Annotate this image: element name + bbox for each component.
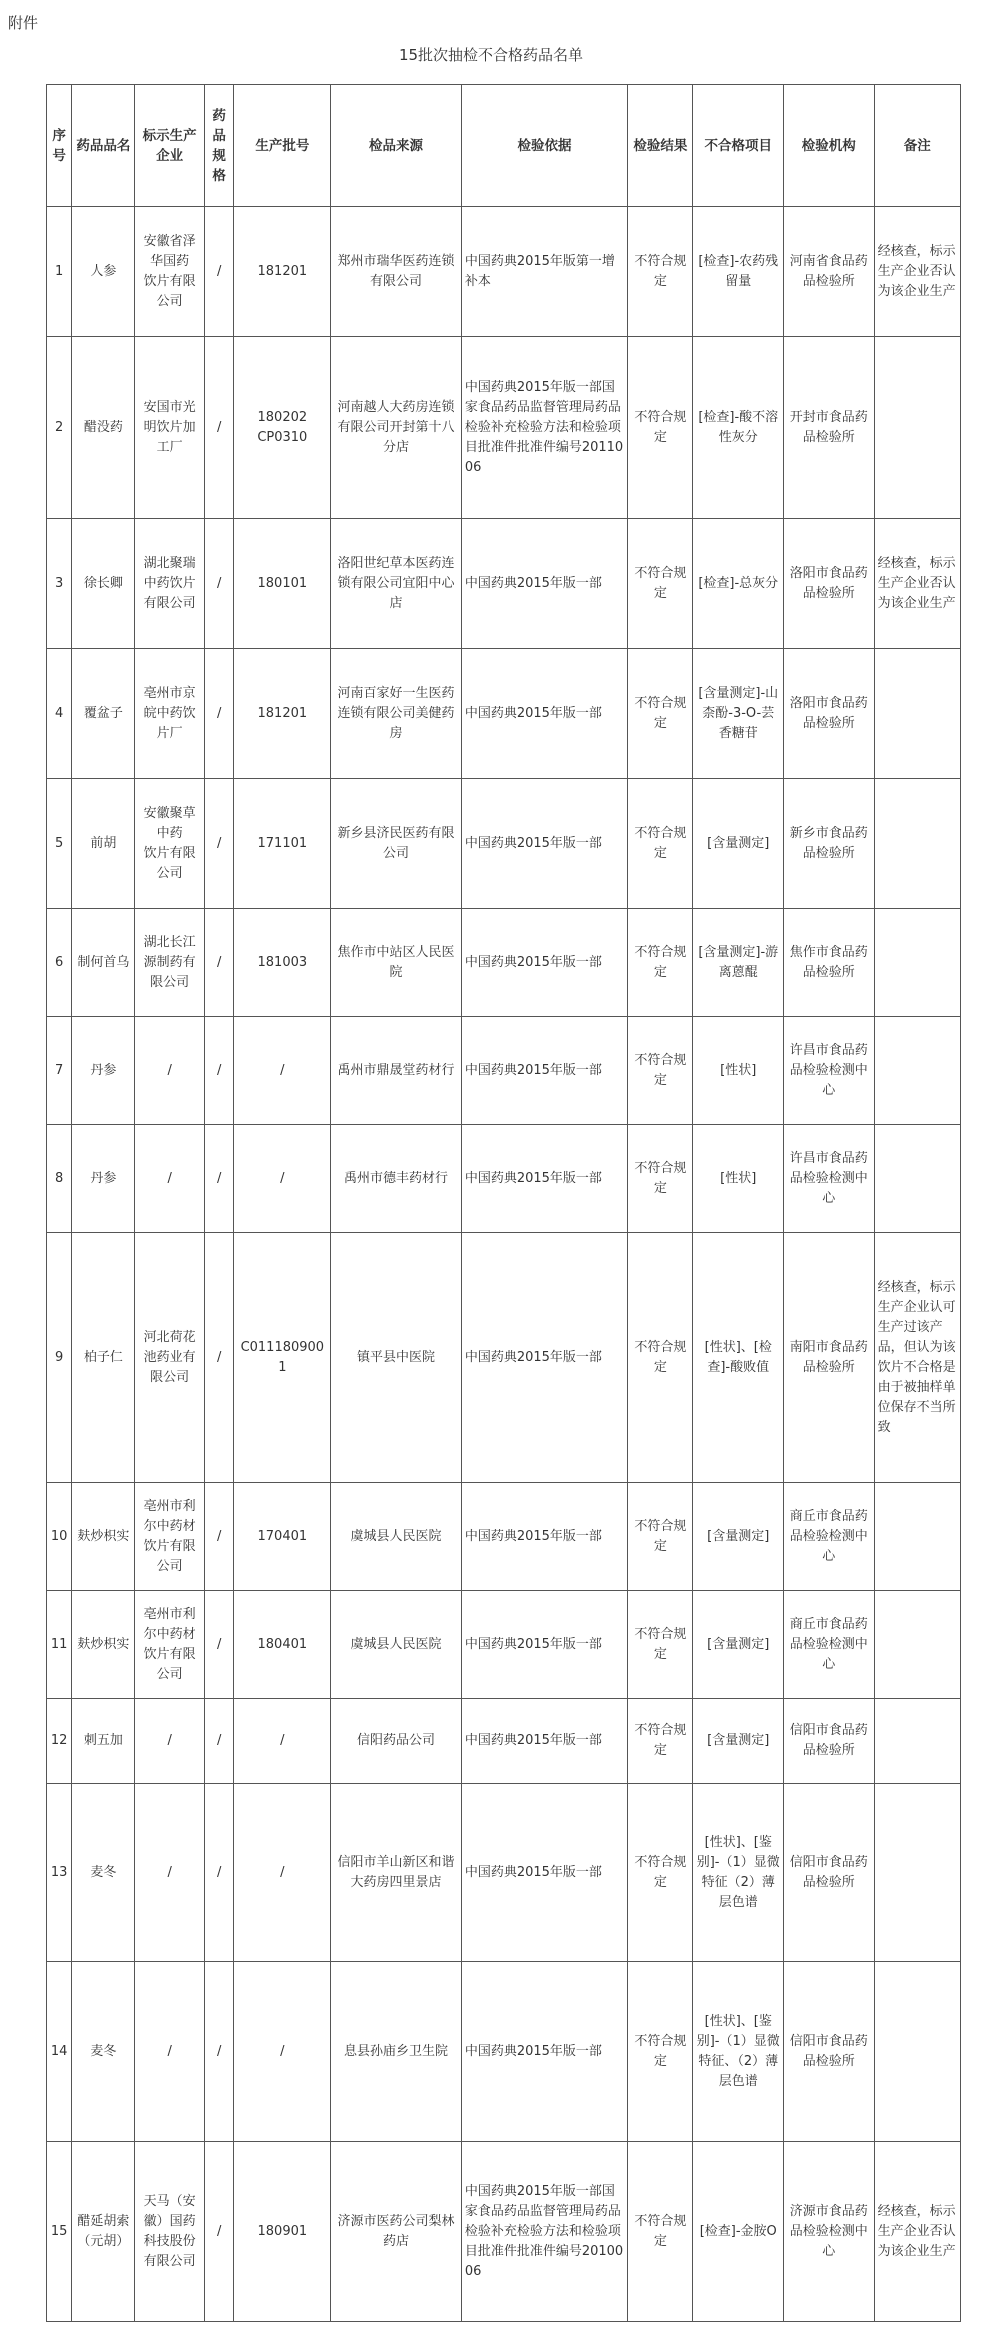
table-cell: 新乡市食品药品检验所 bbox=[784, 779, 875, 909]
header-cell: 生产批号 bbox=[234, 85, 331, 207]
table-cell: 中国药典2015年版一部 bbox=[461, 1233, 627, 1483]
table-cell: [检查]-农药残留量 bbox=[693, 207, 784, 337]
table-cell: 济源市医药公司梨林药店 bbox=[331, 2142, 462, 2322]
attachment-label: 附件 bbox=[8, 14, 39, 32]
table-cell: 不符合规定 bbox=[628, 1125, 693, 1233]
table-cell: 河南省食品药品检验所 bbox=[784, 207, 875, 337]
table-cell: / bbox=[234, 1699, 331, 1784]
table-cell: 焦作市食品药品检验所 bbox=[784, 909, 875, 1017]
table-cell: 180401 bbox=[234, 1591, 331, 1699]
header-cell: 检验结果 bbox=[628, 85, 693, 207]
table-cell: 不符合规定 bbox=[628, 1699, 693, 1784]
table-cell: 制何首乌 bbox=[72, 909, 135, 1017]
table-cell: 信阳药品公司 bbox=[331, 1699, 462, 1784]
header-cell: 标示生产企业 bbox=[135, 85, 204, 207]
table-cell: / bbox=[234, 1017, 331, 1125]
table-cell: 安徽聚草中药 饮片有限公司 bbox=[135, 779, 204, 909]
table-cell: 中国药典2015年版一部 bbox=[461, 909, 627, 1017]
table-cell bbox=[874, 1483, 960, 1591]
table-cell: 不符合规定 bbox=[628, 1784, 693, 1962]
table-cell: [含量测定] bbox=[693, 779, 784, 909]
table-cell: 许昌市食品药品检验检测中心 bbox=[784, 1017, 875, 1125]
header-cell: 药品品名 bbox=[72, 85, 135, 207]
table-row bbox=[47, 1233, 961, 1483]
table-cell: 亳州市京皖中药饮片厂 bbox=[135, 649, 204, 779]
table-cell: [性状] bbox=[693, 1017, 784, 1125]
table-cell: 中国药典2015年版一部 bbox=[461, 1125, 627, 1233]
table-cell: 醋延胡索（元胡） bbox=[72, 2142, 135, 2322]
table-cell: 中国药典2015年版第一增补本 bbox=[461, 207, 627, 337]
table-cell: [性状]、[鉴别]-（1）显微特征、（2）薄层色谱 bbox=[693, 1962, 784, 2142]
table-row bbox=[47, 1017, 961, 1125]
table-cell: 麸炒枳实 bbox=[72, 1591, 135, 1699]
failed-drugs-table bbox=[46, 84, 961, 2322]
table-cell bbox=[874, 1125, 960, 1233]
table-cell: 商丘市食品药品检验检测中心 bbox=[784, 1591, 875, 1699]
table-cell: 河北荷花池药业有限公司 bbox=[135, 1233, 204, 1483]
table-cell: 不符合规定 bbox=[628, 1483, 693, 1591]
table-cell: 信阳市食品药品检验所 bbox=[784, 1962, 875, 2142]
table-cell: 不符合规定 bbox=[628, 207, 693, 337]
table-row bbox=[47, 207, 961, 337]
table-cell: [含量测定]-山柰酚-3-O-芸香糖苷 bbox=[693, 649, 784, 779]
table-cell: 中国药典2015年版一部 bbox=[461, 1962, 627, 2142]
table-cell: 不符合规定 bbox=[628, 649, 693, 779]
header-cell: 不合格项目 bbox=[693, 85, 784, 207]
table-cell: [检查]-总灰分 bbox=[693, 519, 784, 649]
table-cell: 徐长卿 bbox=[72, 519, 135, 649]
table-cell: 商丘市食品药品检验检测中心 bbox=[784, 1483, 875, 1591]
table-cell: / bbox=[135, 1699, 204, 1784]
header-cell: 检验依据 bbox=[461, 85, 627, 207]
table-cell: 不符合规定 bbox=[628, 779, 693, 909]
table-cell: 南阳市食品药品检验所 bbox=[784, 1233, 875, 1483]
table-cell: / bbox=[234, 1784, 331, 1962]
table-cell: 中国药典2015年版一部 bbox=[461, 519, 627, 649]
table-cell: 柏子仁 bbox=[72, 1233, 135, 1483]
table-cell: / bbox=[135, 1962, 204, 2142]
table-cell: 开封市食品药品检验所 bbox=[784, 337, 875, 519]
table-cell: 14 bbox=[47, 1962, 72, 2142]
table-cell: 经核查，标示生产企业认可生产过该产品，但认为该饮片不合格是由于被抽样单位保存不当所致 bbox=[874, 1233, 960, 1483]
table-cell: 11 bbox=[47, 1591, 72, 1699]
table-cell: 不符合规定 bbox=[628, 1591, 693, 1699]
table-cell: 虞城县人民医院 bbox=[331, 1483, 462, 1591]
table-cell: 刺五加 bbox=[72, 1699, 135, 1784]
table-cell: 中国药典2015年版一部 bbox=[461, 649, 627, 779]
table-cell bbox=[874, 779, 960, 909]
table-row bbox=[47, 1962, 961, 2142]
table-row bbox=[47, 337, 961, 519]
table-cell: 安国市光明饮片加工厂 bbox=[135, 337, 204, 519]
header-cell: 序号 bbox=[47, 85, 72, 207]
table-cell: 河南越人大药房连锁有限公司开封第十八分店 bbox=[331, 337, 462, 519]
table-cell: / bbox=[204, 1699, 233, 1784]
table-cell: 亳州市利尔中药材饮片有限公司 bbox=[135, 1591, 204, 1699]
table-cell: [性状]、[检查]-酸败值 bbox=[693, 1233, 784, 1483]
table-cell: 170401 bbox=[234, 1483, 331, 1591]
table-cell: 镇平县中医院 bbox=[331, 1233, 462, 1483]
table-cell: 181201 bbox=[234, 649, 331, 779]
table-cell: 6 bbox=[47, 909, 72, 1017]
table-row bbox=[47, 1483, 961, 1591]
table-cell: 安徽省泽华国药 饮片有限公司 bbox=[135, 207, 204, 337]
header-cell: 检品来源 bbox=[331, 85, 462, 207]
table-row bbox=[47, 909, 961, 1017]
table-cell: 许昌市食品药品检验检测中心 bbox=[784, 1125, 875, 1233]
table-cell: 7 bbox=[47, 1017, 72, 1125]
table-cell: 信阳市食品药品检验所 bbox=[784, 1699, 875, 1784]
table-cell: 丹参 bbox=[72, 1017, 135, 1125]
table-cell: 中国药典2015年版一部 bbox=[461, 1699, 627, 1784]
table-cell: 180901 bbox=[234, 2142, 331, 2322]
table-cell: [性状] bbox=[693, 1125, 784, 1233]
table-cell bbox=[874, 649, 960, 779]
table-cell: / bbox=[204, 337, 233, 519]
table-cell: 181003 bbox=[234, 909, 331, 1017]
table-row bbox=[47, 2142, 961, 2322]
table-cell: 麦冬 bbox=[72, 1784, 135, 1962]
header-cell: 检验机构 bbox=[784, 85, 875, 207]
table-cell bbox=[874, 1784, 960, 1962]
table-row bbox=[47, 1699, 961, 1784]
table-cell: / bbox=[204, 649, 233, 779]
table-cell: 180101 bbox=[234, 519, 331, 649]
table-cell: 信阳市食品药品检验所 bbox=[784, 1784, 875, 1962]
table-cell: 180202 CP0310 bbox=[234, 337, 331, 519]
table-cell: / bbox=[204, 1591, 233, 1699]
page-title: 15批次抽检不合格药品名单 bbox=[398, 46, 584, 64]
table-cell: / bbox=[204, 519, 233, 649]
table-cell: 禹州市鼎晟堂药材行 bbox=[331, 1017, 462, 1125]
table-cell: 湖北长江源制药有限公司 bbox=[135, 909, 204, 1017]
table-cell: [含量测定] bbox=[693, 1699, 784, 1784]
table-cell: 信阳市羊山新区和谐大药房四里景店 bbox=[331, 1784, 462, 1962]
table-row bbox=[47, 1125, 961, 1233]
table-cell: 麦冬 bbox=[72, 1962, 135, 2142]
table-cell: / bbox=[234, 1962, 331, 2142]
table-cell: 3 bbox=[47, 519, 72, 649]
table-cell: / bbox=[204, 909, 233, 1017]
table-cell: 焦作市中站区人民医院 bbox=[331, 909, 462, 1017]
table-cell: 10 bbox=[47, 1483, 72, 1591]
table-cell: 河南百家好一生医药连锁有限公司美健药房 bbox=[331, 649, 462, 779]
table-cell: / bbox=[204, 1017, 233, 1125]
table-cell: 中国药典2015年版一部国家食品药品监督管理局药品检验补充检验方法和检验项目批准件批准件编号2011006 bbox=[461, 337, 627, 519]
table-cell: 12 bbox=[47, 1699, 72, 1784]
table-cell: 中国药典2015年版一部 bbox=[461, 1784, 627, 1962]
table-cell: 不符合规定 bbox=[628, 909, 693, 1017]
table-cell: 虞城县人民医院 bbox=[331, 1591, 462, 1699]
table-cell: [检查]-酸不溶性灰分 bbox=[693, 337, 784, 519]
table-cell: 新乡县济民医药有限公司 bbox=[331, 779, 462, 909]
table-cell: 济源市食品药品检验检测中心 bbox=[784, 2142, 875, 2322]
table-cell: / bbox=[234, 1125, 331, 1233]
table-cell: 麸炒枳实 bbox=[72, 1483, 135, 1591]
table-cell: / bbox=[204, 2142, 233, 2322]
table-cell: [含量测定]-游离蒽醌 bbox=[693, 909, 784, 1017]
table-cell: C0111809001 bbox=[234, 1233, 331, 1483]
table-cell bbox=[874, 1962, 960, 2142]
table-row bbox=[47, 779, 961, 909]
table-cell: 中国药典2015年版一部国家食品药品监督管理局药品检验补充检验方法和检验项目批准件批准件编号2010006 bbox=[461, 2142, 627, 2322]
table-cell: / bbox=[135, 1125, 204, 1233]
table-cell: 经核查，标示生产企业否认为该企业生产 bbox=[874, 519, 960, 649]
table-cell bbox=[874, 1591, 960, 1699]
table-cell: 洛阳市食品药品检验所 bbox=[784, 519, 875, 649]
table-cell: 不符合规定 bbox=[628, 519, 693, 649]
table-cell: 前胡 bbox=[72, 779, 135, 909]
table-cell bbox=[874, 1017, 960, 1125]
table-cell: / bbox=[204, 1483, 233, 1591]
table-cell: 息县孙庙乡卫生院 bbox=[331, 1962, 462, 2142]
table-row bbox=[47, 1784, 961, 1962]
table-row bbox=[47, 649, 961, 779]
table-row bbox=[47, 519, 961, 649]
table-cell: 181201 bbox=[234, 207, 331, 337]
table-cell: 丹参 bbox=[72, 1125, 135, 1233]
table-cell: [检查]-金胺O bbox=[693, 2142, 784, 2322]
table-cell: 禹州市德丰药材行 bbox=[331, 1125, 462, 1233]
table-cell: 经核查，标示生产企业否认为该企业生产 bbox=[874, 207, 960, 337]
table-cell: [性状]、[鉴别]-（1）显微特征（2）薄层色谱 bbox=[693, 1784, 784, 1962]
table-cell: 人参 bbox=[72, 207, 135, 337]
table-cell: 中国药典2015年版一部 bbox=[461, 1483, 627, 1591]
table-cell: 9 bbox=[47, 1233, 72, 1483]
table-cell: 醋没药 bbox=[72, 337, 135, 519]
table-cell: 不符合规定 bbox=[628, 337, 693, 519]
table-cell: / bbox=[204, 1125, 233, 1233]
table-row bbox=[47, 1591, 961, 1699]
table-cell: 不符合规定 bbox=[628, 1017, 693, 1125]
table-cell: 不符合规定 bbox=[628, 2142, 693, 2322]
table-cell: 湖北聚瑞中药饮片有限公司 bbox=[135, 519, 204, 649]
table-cell: 13 bbox=[47, 1784, 72, 1962]
table-cell: 洛阳市食品药品检验所 bbox=[784, 649, 875, 779]
table-cell: 不符合规定 bbox=[628, 1962, 693, 2142]
table-cell: 中国药典2015年版一部 bbox=[461, 1591, 627, 1699]
table-cell: 中国药典2015年版一部 bbox=[461, 779, 627, 909]
table-cell: [含量测定] bbox=[693, 1483, 784, 1591]
table-cell: 覆盆子 bbox=[72, 649, 135, 779]
table-cell: 亳州市利尔中药材饮片有限公司 bbox=[135, 1483, 204, 1591]
table-cell: / bbox=[135, 1017, 204, 1125]
table-cell bbox=[874, 337, 960, 519]
table-cell: 8 bbox=[47, 1125, 72, 1233]
table-cell: 1 bbox=[47, 207, 72, 337]
table-cell: / bbox=[204, 1233, 233, 1483]
table-cell bbox=[874, 909, 960, 1017]
table-cell: / bbox=[204, 1962, 233, 2142]
table-cell: 5 bbox=[47, 779, 72, 909]
table-cell: / bbox=[204, 1784, 233, 1962]
table-cell: 中国药典2015年版一部 bbox=[461, 1017, 627, 1125]
table-cell bbox=[874, 1699, 960, 1784]
table-cell: 4 bbox=[47, 649, 72, 779]
table-cell: 洛阳世纪草本医药连锁有限公司宜阳中心店 bbox=[331, 519, 462, 649]
table-cell: 经核查，标示生产企业否认为该企业生产 bbox=[874, 2142, 960, 2322]
table-cell: 不符合规定 bbox=[628, 1233, 693, 1483]
table-cell: [含量测定] bbox=[693, 1591, 784, 1699]
header-cell: 备注 bbox=[874, 85, 960, 207]
table-cell: / bbox=[204, 779, 233, 909]
table-cell: 2 bbox=[47, 337, 72, 519]
table-cell: 171101 bbox=[234, 779, 331, 909]
table-header-row bbox=[47, 85, 961, 207]
table-cell: 15 bbox=[47, 2142, 72, 2322]
table-cell: / bbox=[135, 1784, 204, 1962]
table-cell: 郑州市瑞华医药连锁有限公司 bbox=[331, 207, 462, 337]
table-cell: / bbox=[204, 207, 233, 337]
header-cell: 药品规格 bbox=[204, 85, 233, 207]
table-cell: 天马（安徽）国药科技股份有限公司 bbox=[135, 2142, 204, 2322]
